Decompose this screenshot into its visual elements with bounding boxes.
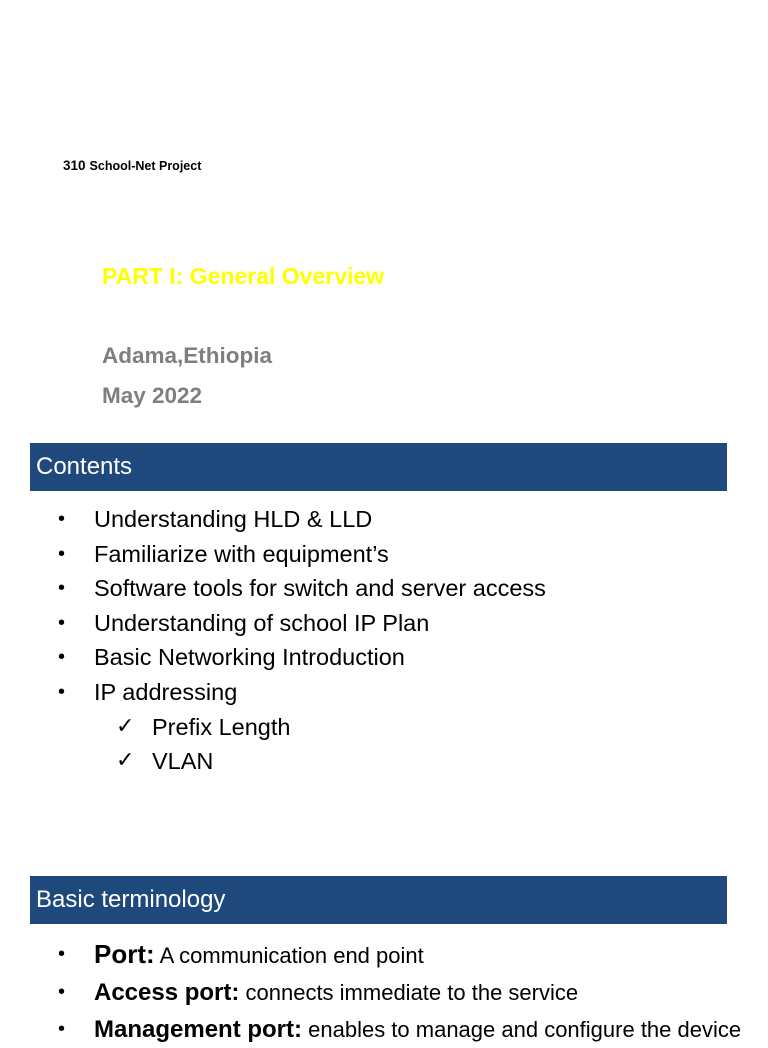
terminology-heading-bar bbox=[30, 876, 727, 924]
contents-heading-bar bbox=[30, 443, 727, 491]
project-name: School-Net Project bbox=[89, 159, 202, 173]
part-title: PART I: General Overview bbox=[102, 263, 385, 289]
term-label: Access port bbox=[94, 979, 232, 1006]
term-definition: connects immediate to the service bbox=[239, 980, 579, 1005]
bullet-icon: • bbox=[58, 680, 66, 703]
list-item: • Basic Networking Introduction bbox=[58, 640, 546, 675]
sub-list-item: ✓ Prefix Length bbox=[58, 710, 546, 745]
list-item: • Management port: enables to manage and configure the device bbox=[58, 1011, 741, 1048]
list-item: • Access port: connects immediate to the service bbox=[58, 974, 741, 1011]
bullet-icon: • bbox=[58, 943, 66, 965]
list-item: • Port: A communication end point bbox=[58, 936, 741, 974]
term-label: Port bbox=[94, 939, 146, 969]
terminology-heading: Basic terminology bbox=[36, 886, 226, 913]
bullet-icon: • bbox=[58, 981, 66, 1003]
contents-heading: Contents bbox=[36, 453, 133, 480]
list-item: • Software tools for switch and server access bbox=[58, 571, 546, 606]
bullet-icon: • bbox=[58, 1018, 66, 1040]
sub-list-item: ✓ VLAN bbox=[58, 744, 546, 779]
term-label: Management port bbox=[94, 1016, 295, 1043]
bullet-icon: • bbox=[58, 542, 66, 565]
contents-list bbox=[58, 502, 546, 779]
slide-header bbox=[63, 158, 201, 173]
list-item: • Understanding HLD & LLD bbox=[58, 502, 546, 537]
list-item: • Understanding of school IP Plan bbox=[58, 606, 546, 641]
location-text: Adama,Ethiopia bbox=[102, 343, 273, 368]
list-item: • IP addressing bbox=[58, 675, 546, 710]
checkmark-icon: ✓ bbox=[116, 747, 135, 773]
slide-number: 310 bbox=[63, 158, 86, 173]
date-text: May 2022 bbox=[102, 383, 203, 408]
list-item: • Familiarize with equipment’s bbox=[58, 537, 546, 572]
bullet-icon: • bbox=[58, 508, 66, 530]
term-definition: A communication end point bbox=[154, 943, 424, 968]
bullet-icon: • bbox=[58, 577, 66, 600]
terminology-list bbox=[58, 936, 741, 1048]
term-definition: enables to manage and configure the device bbox=[302, 1017, 742, 1042]
bullet-icon: • bbox=[58, 646, 66, 669]
bullet-icon: • bbox=[58, 611, 66, 634]
checkmark-icon: ✓ bbox=[116, 712, 135, 738]
